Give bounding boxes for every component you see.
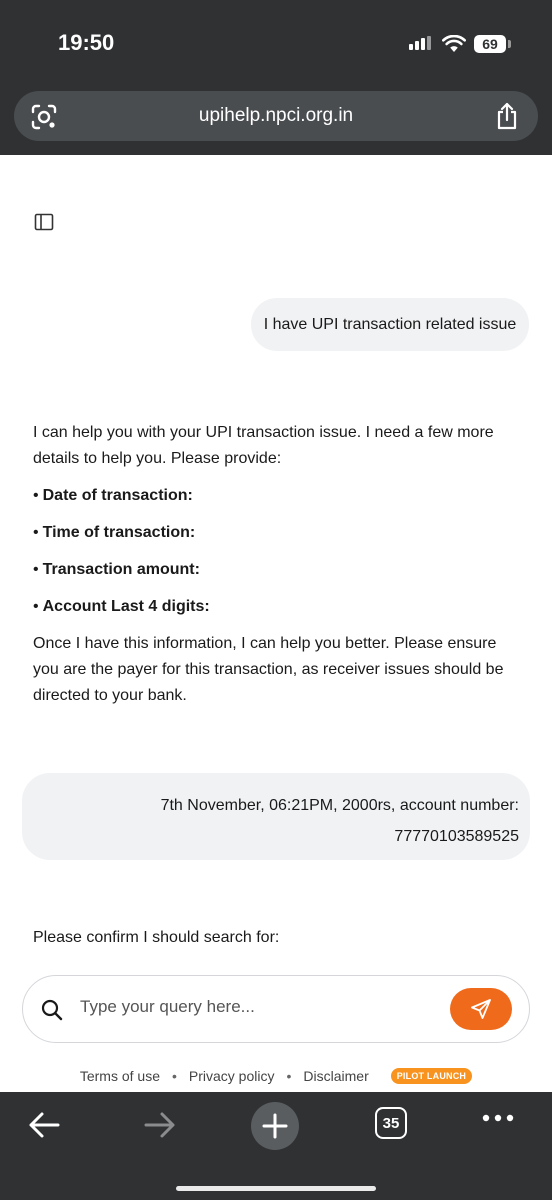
url-bar[interactable] bbox=[14, 91, 538, 141]
url-text[interactable]: upihelp.npci.org.in bbox=[198, 105, 354, 126]
disclaimer-link[interactable]: Disclaimer bbox=[303, 1068, 369, 1084]
tab-switcher-button[interactable]: 35 bbox=[375, 1107, 407, 1139]
query-input-box[interactable] bbox=[22, 975, 530, 1043]
sidebar-toggle-icon[interactable] bbox=[34, 213, 54, 231]
query-input[interactable] bbox=[78, 996, 442, 1018]
more-options-icon[interactable] bbox=[482, 1113, 514, 1123]
share-icon[interactable] bbox=[494, 101, 520, 131]
privacy-link[interactable]: Privacy policy bbox=[188, 1068, 275, 1084]
list-item bbox=[33, 520, 523, 557]
home-indicator bbox=[176, 1186, 376, 1191]
terms-link[interactable]: Terms of use bbox=[79, 1068, 160, 1084]
search-icon bbox=[41, 999, 63, 1021]
bullet-marker: • bbox=[33, 598, 39, 615]
user-message-bubble bbox=[22, 773, 530, 860]
pilot-launch-badge: PILOT LAUNCH bbox=[391, 1068, 472, 1084]
browser-bottom-toolbar bbox=[0, 1092, 552, 1200]
assistant-confirm-text: Please confirm I should search for: bbox=[33, 929, 280, 946]
back-arrow-icon[interactable] bbox=[27, 1110, 61, 1140]
bullet-marker: • bbox=[33, 561, 39, 578]
user-message-text: I have UPI transaction related issue bbox=[263, 315, 517, 333]
browser-top-chrome bbox=[0, 0, 552, 155]
wifi-icon bbox=[442, 35, 466, 53]
assistant-intro-text: I can help you with your UPI transaction issue. I need a few more details to help you. Please provide: bbox=[33, 424, 494, 467]
bullet-marker: • bbox=[33, 487, 39, 504]
list-item bbox=[33, 483, 523, 520]
battery-tip bbox=[508, 40, 511, 48]
list-item bbox=[33, 557, 523, 594]
footer-separator: • bbox=[286, 1068, 292, 1084]
status-time: 19:50 bbox=[58, 30, 115, 55]
user-message-line: 77770103589525 bbox=[394, 828, 519, 845]
list-item-label: Account Last 4 digits: bbox=[42, 598, 210, 615]
list-item-label: Time of transaction: bbox=[42, 524, 196, 541]
plus-icon bbox=[262, 1113, 288, 1139]
forward-arrow-icon[interactable] bbox=[143, 1110, 177, 1140]
footer-separator: • bbox=[171, 1068, 177, 1084]
user-message-bubble bbox=[251, 298, 529, 351]
send-button[interactable] bbox=[450, 988, 512, 1030]
list-item bbox=[33, 594, 523, 631]
send-icon bbox=[470, 998, 492, 1020]
list-item-label: Date of transaction: bbox=[42, 487, 193, 504]
footer-links bbox=[0, 1068, 552, 1084]
assistant-message bbox=[33, 420, 523, 709]
battery-indicator: 69 bbox=[474, 35, 506, 53]
bullet-marker: • bbox=[33, 524, 39, 541]
list-item-label: Transaction amount: bbox=[42, 561, 200, 578]
user-message-line: 7th November, 06:21PM, 2000rs, account number: bbox=[160, 797, 519, 814]
details-list bbox=[33, 483, 523, 631]
new-tab-button[interactable] bbox=[251, 1102, 299, 1150]
assistant-outro-text: Once I have this information, I can help you better. Please ensure you are the payer for this transaction, as receiver issues should be directed to your bank. bbox=[33, 635, 504, 704]
